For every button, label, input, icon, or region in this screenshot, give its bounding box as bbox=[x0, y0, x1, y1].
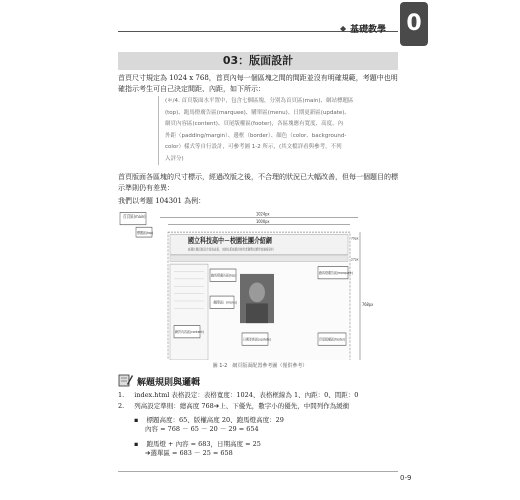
bullet-line: 標題高度：65、版權高度 20、跑馬燈高度：29 bbox=[146, 416, 284, 424]
banner-text: 國立科技高中－校園社團介紹網 bbox=[188, 236, 272, 246]
list-num: 1. bbox=[118, 391, 125, 399]
dim-27: 27px bbox=[351, 257, 359, 262]
list-text: 列高設定準則：總高度 768➔上、下優先，數字小的優先，中間列作為緩衝 bbox=[134, 402, 350, 410]
figure-caption: 圖 1-2 網頁版面配置參考圖（僅供參考） bbox=[212, 363, 308, 369]
intro-paragraph: 首頁尺寸規定為 1024 x 768，首頁內每一個區塊之間的間距並沒有明確規範，考題中也明確指示考生可自己決定間距、內距，如下所示： bbox=[118, 74, 398, 93]
label-footer: 頁尾版權區(footer) bbox=[319, 337, 346, 342]
dim-1024: 1024px bbox=[256, 211, 270, 217]
bullet-line: ➔選單區 = 683 － 25 = 658 bbox=[145, 449, 233, 457]
note-line: 入評分) bbox=[165, 155, 184, 162]
note-line: 外距（padding/margin）、邊框（border）、顏色（color、background- bbox=[165, 132, 347, 139]
label-update: 日期更新區(update) bbox=[243, 337, 271, 342]
dim-768: 768px bbox=[362, 301, 374, 307]
main-label: 首頁區(main) bbox=[123, 213, 146, 220]
bullet-dot: ▪ bbox=[134, 440, 139, 448]
label-marquee: 跑馬燈廣告區(marquee) bbox=[319, 270, 353, 276]
list-text: index.html 表格設定：表格寬度：1024、表格框線為 1、內距：0、間距：0 bbox=[134, 391, 359, 399]
layout-reference-figure bbox=[118, 210, 376, 360]
example-paragraph: 我們以考題 104301 為例： bbox=[118, 197, 206, 205]
banner-sub: 統選社團活動及介紹與成果，本網站系統提供使用者瀏覽社團學校聯絡資料 bbox=[188, 247, 274, 252]
note-line: color）樣式等自行設計，可參考圖 1-2 所示，(其文檔詳看與參考，不列 bbox=[165, 144, 342, 150]
chapter-tab: 0 bbox=[400, 2, 428, 46]
bullet-dot: ▪ bbox=[134, 416, 139, 424]
label-top: 標題區(top) bbox=[137, 230, 154, 236]
note-line: (＊/4. 首頁版面水平置中，包含七個區塊，分別為首頁區(main)、網站標題區 bbox=[165, 98, 354, 104]
bullet-line: 跑馬燈 + 內容 = 683，日期高度 = 25 bbox=[146, 440, 261, 448]
bullet-item-2 bbox=[134, 440, 261, 458]
section-title: 03：版面設計 bbox=[118, 52, 398, 70]
spec-note bbox=[158, 96, 358, 165]
list-item-1 bbox=[118, 391, 358, 400]
layout-paragraph: 首頁版面各區塊的尺寸標示，經過改版之後，不合理的狀況已大幅改善，但每一個題目的標示準則仍有差異： bbox=[118, 173, 398, 192]
list-item-2 bbox=[118, 402, 349, 411]
dim-1000: 1000px bbox=[256, 218, 270, 225]
rules-heading: 解題規則與邏輯 bbox=[137, 378, 201, 388]
running-header-title: 基礎教學 bbox=[350, 25, 387, 35]
label-menu: （購單區）(menu) bbox=[211, 300, 237, 305]
dim-70: 70px bbox=[351, 236, 359, 241]
label-marquee-top: 跑馬燈廣告區(top) bbox=[211, 273, 237, 278]
pencil-notebook-icon bbox=[118, 373, 133, 387]
note-line: (top)、跑馬燈廣告區(marquee)、購單區(menu)、日期更新區(update)、 bbox=[165, 109, 350, 116]
page-number: 0-9 bbox=[400, 474, 412, 482]
label-content: 網頁內容區(content) bbox=[175, 329, 204, 335]
list-num: 2. bbox=[118, 402, 125, 410]
header-diamond: ◆ bbox=[340, 24, 347, 33]
note-line: 網頁內容區(content)、頁尾版權區(footer)，各區塊應有寬度、高度、內 bbox=[165, 121, 344, 127]
footer-rule bbox=[118, 471, 398, 472]
bullet-item-1 bbox=[134, 416, 284, 434]
bullet-line: 內容 = 768 － 65 － 20 － 29 = 654 bbox=[145, 425, 259, 433]
